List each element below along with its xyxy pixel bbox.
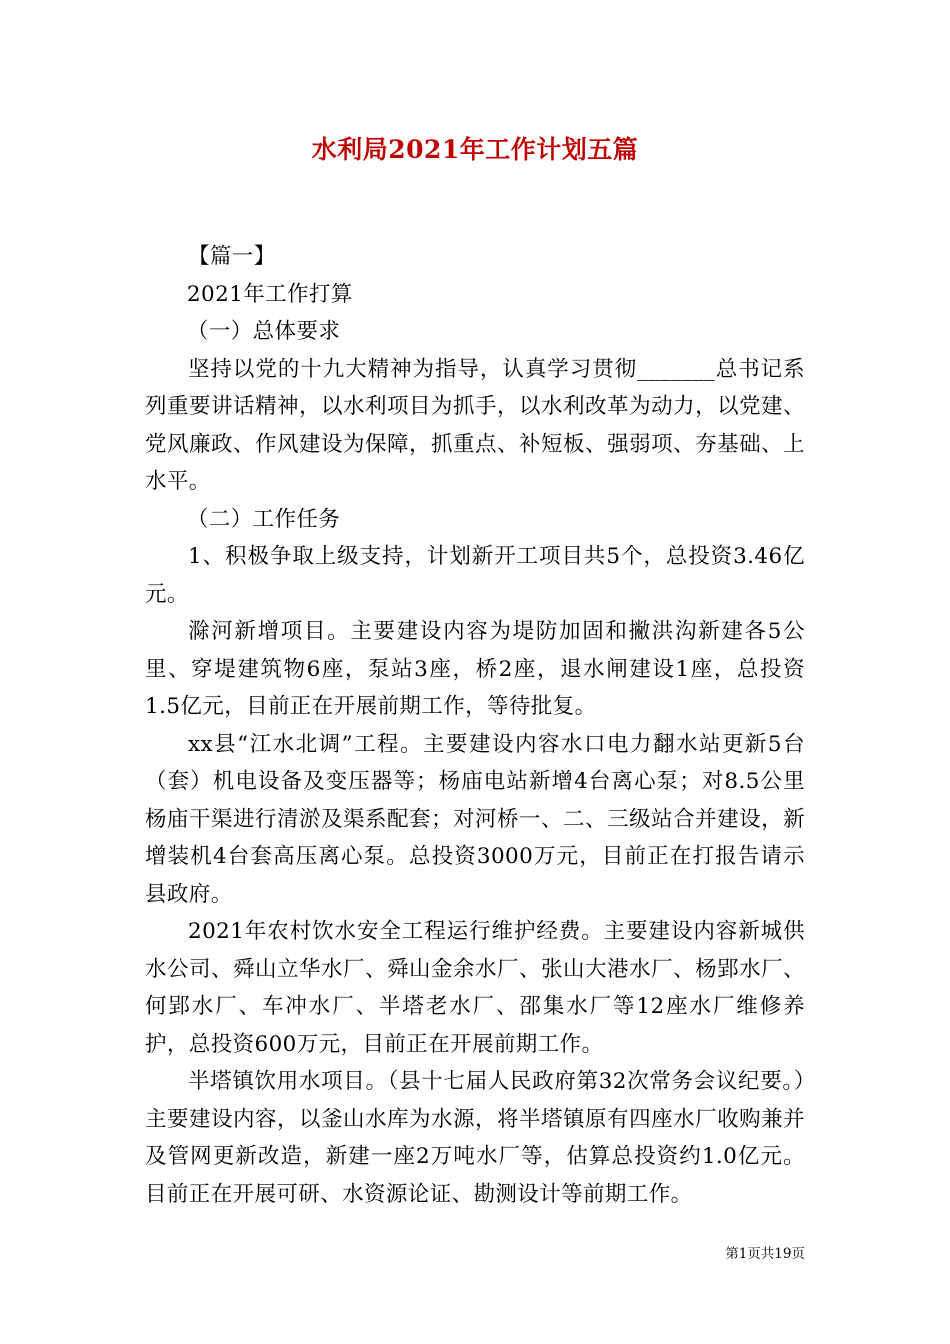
- subheading: （一）总体要求: [186, 319, 341, 344]
- paragraph: 2021年农村饮水安全工程运行维护经费。主要建设内容新城供水公司、舜山立华水厂、舜山金余水厂、张山大港水厂、杨郢水厂、何郢水厂、车冲水厂、半塔老水厂、邵集水厂等12座水厂维修养护，总投资600万元，目前正在开展前期工作。: [145, 919, 805, 1057]
- page-number: 第1页共19页: [725, 1246, 805, 1262]
- paragraph: 2021年工作打算: [186, 281, 353, 307]
- section-heading: 【篇一】: [188, 244, 276, 269]
- paragraph: 1、积极争取上级支持，计划新开工项目共5个，总投资3.46亿元。: [145, 544, 805, 607]
- paragraph: 滁河新增项目。主要建设内容为堤防加固和撇洪沟新建各5公里、穿堤建筑物6座，泵站3座，桥2座，退水闸建设1座，总投资1.5亿元，目前正在开展前期工作，等待批复。: [145, 619, 805, 719]
- document-body: [145, 238, 805, 1213]
- document-title: 水利局2021年工作计划五篇: [311, 135, 639, 164]
- paragraph: xx县“江水北调”工程。主要建设内容水口电力翻水站更新5台（套）机电设备及变压器等；杨庙电站新增4台离心泵；对8.5公里杨庙干渠进行清淤及渠系配套；对河桥一、二、三级站合并建设，新增装机4台套高压离心泵。总投资3000万元，目前正在打报告请示县政府。: [145, 731, 805, 907]
- paragraph: 坚持以党的十九大精神为指导，认真学习贯彻_______总书记系列重要讲话精神，以水利项目为抓手，以水利改革为动力，以党建、党风廉政、作风建设为保障，抓重点、补短板、强弱项、夯基础、上水平。: [145, 356, 805, 494]
- subheading: （二）工作任务: [186, 506, 341, 532]
- paragraph: 半塔镇饮用水项目。（县十七届人民政府第32次常务会议纪要。）主要建设内容，以釜山水库为水源，将半塔镇原有四座水厂收购兼并及管网更新改造，新建一座2万吨水厂等，估算总投资约1.0亿元。目前正在开展可研、水资源论证、勘测设计等前期工作。: [145, 1069, 805, 1207]
